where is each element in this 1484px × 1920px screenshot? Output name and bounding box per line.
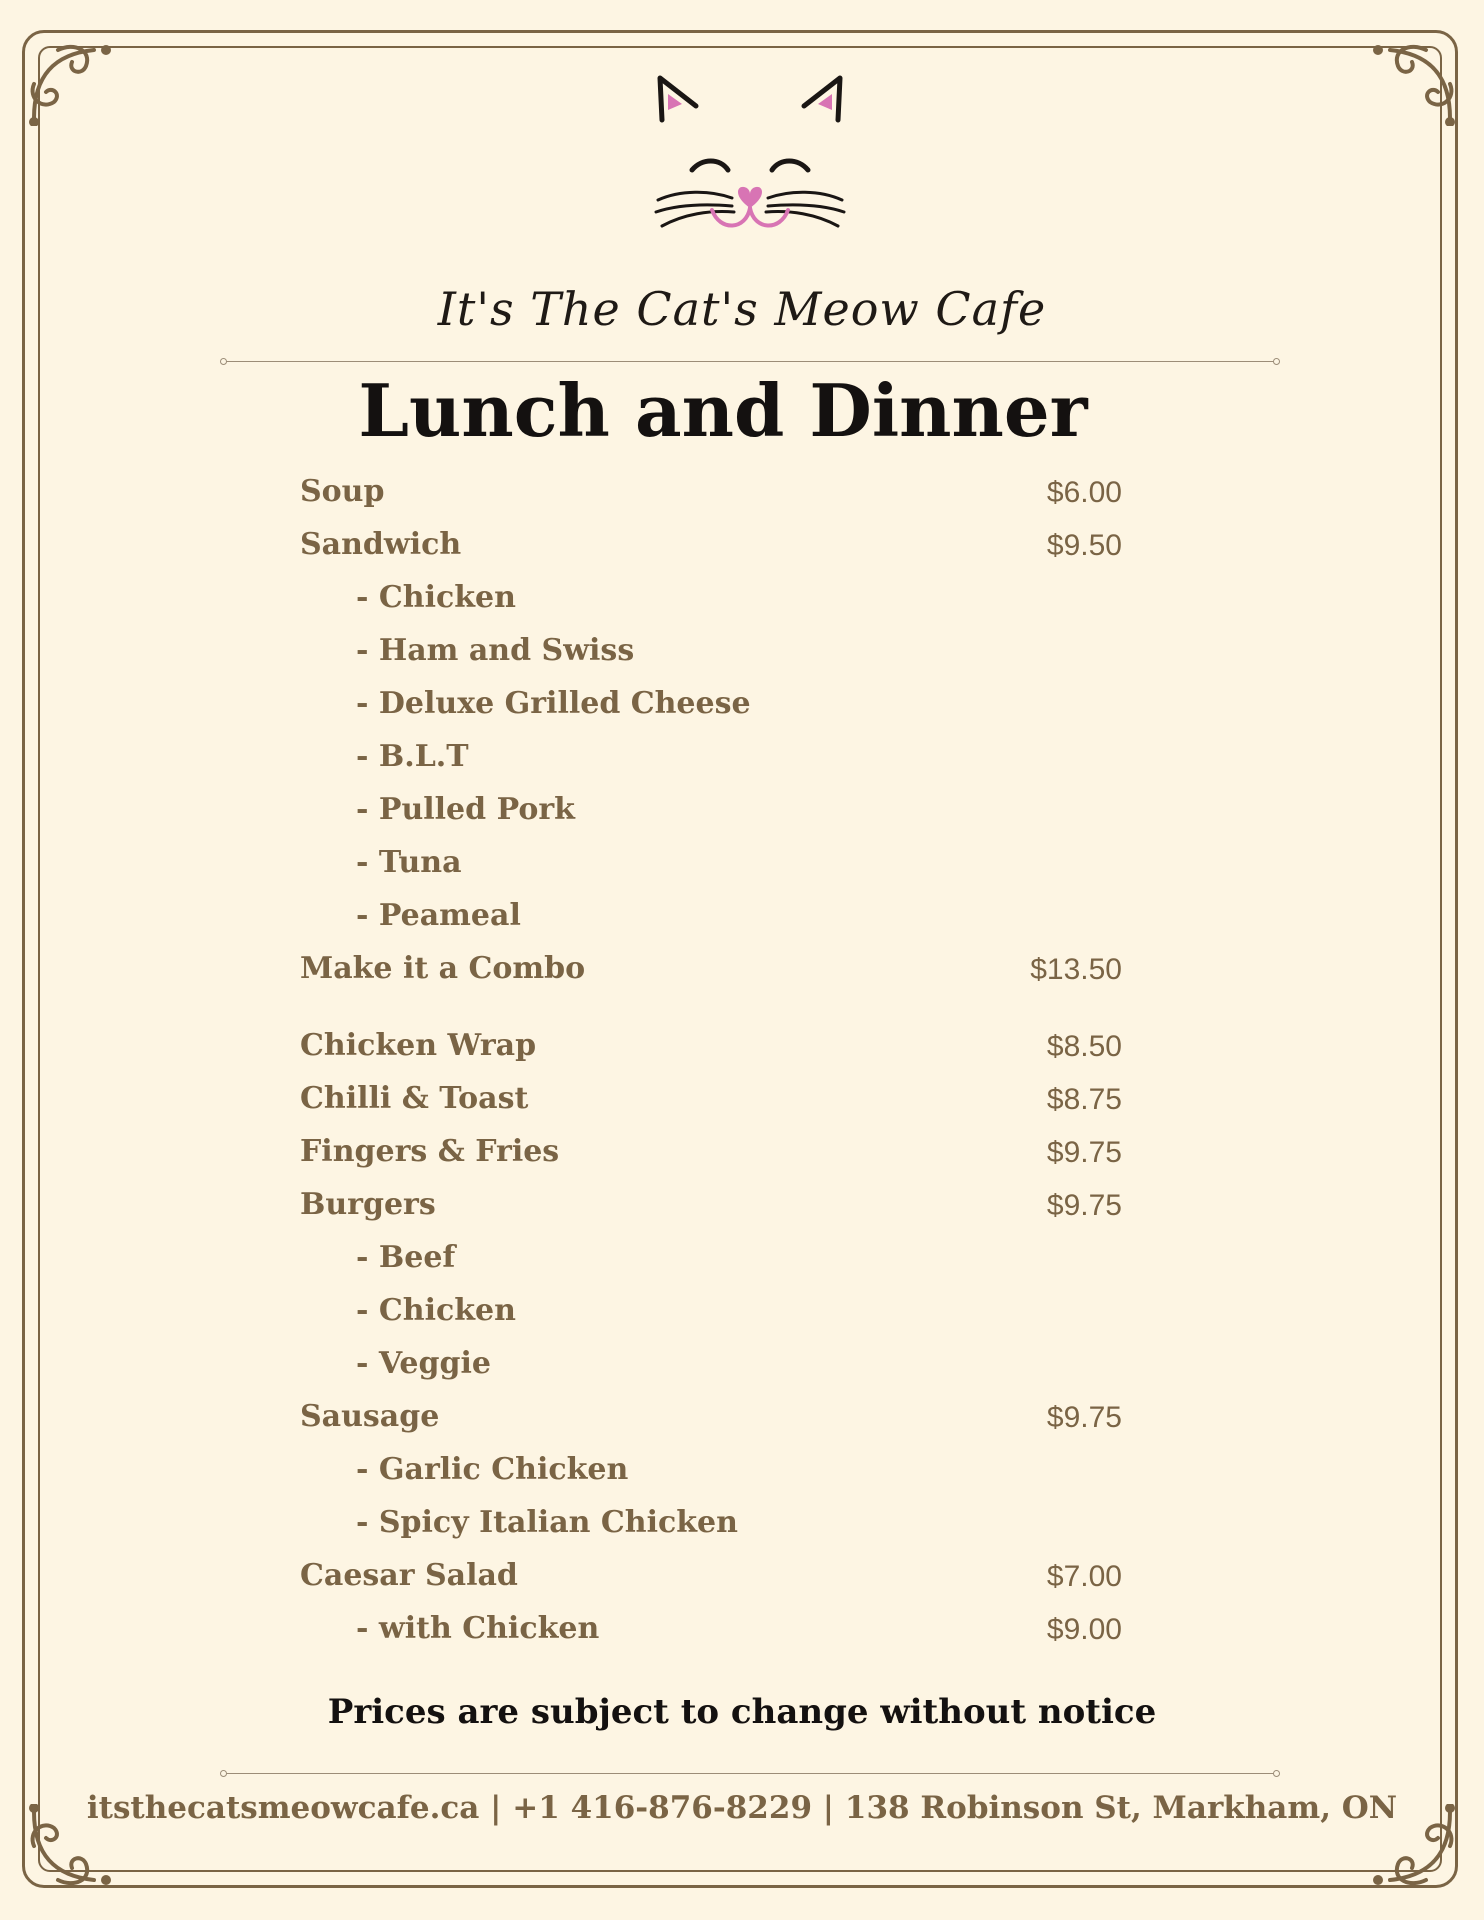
menu-row [300,1240,1130,1293]
menu-subitem-name: - B.L.T [356,739,469,774]
divider-bottom [226,1773,1274,1774]
menu-row [300,1081,1130,1134]
menu-subitem-name: - Spicy Italian Chicken [356,1505,738,1540]
menu-item-name: Soup [300,474,385,509]
menu-item-price: $9.75 [1046,1189,1122,1222]
menu-item-price: $13.50 [1030,953,1122,986]
menu-row [300,1505,1130,1558]
menu-item-name: Make it a Combo [300,951,586,986]
divider-top [226,361,1274,362]
menu-list [300,474,1130,1664]
footer-contact: itsthecatsmeowcafe.ca | +1 416-876-8229 | 138 Robinson St, Markham, ON [86,1790,1398,1826]
menu-subitem-name: - Beef [356,1240,456,1275]
menu-subitem-name: - Chicken [356,1293,516,1328]
menu-row [300,527,1130,580]
menu-subitem-name: - Peameal [356,898,521,933]
menu-row [300,1558,1130,1611]
menu-row [300,580,1130,633]
menu-row [300,1399,1130,1452]
menu-row [300,1028,1130,1081]
menu-row [300,1611,1130,1664]
cat-face-icon [650,70,850,245]
menu-row [300,1134,1130,1187]
menu-row [300,1452,1130,1505]
menu-subitem-name: - Ham and Swiss [356,633,635,668]
menu-item-name: Fingers & Fries [300,1134,560,1169]
menu-row [300,1187,1130,1240]
corner-flourish-icon [24,36,114,126]
menu-row [300,845,1130,898]
menu-row [300,1293,1130,1346]
menu-item-price: $9.75 [1046,1136,1122,1169]
cafe-name: It's The Cat's Meow Cafe [437,282,1047,336]
menu-item-price: $7.00 [1046,1560,1122,1593]
menu-item-name: Chilli & Toast [300,1081,529,1116]
menu-row [300,633,1130,686]
menu-item-price: $9.00 [1046,1613,1122,1646]
menu-title: Lunch and Dinner [358,368,1088,453]
menu-item-price: $8.75 [1046,1083,1122,1116]
menu-subitem-name: - Tuna [356,845,462,880]
price-notice: Prices are subject to change without notice [327,1692,1157,1732]
menu-subitem-name: - Pulled Pork [356,792,575,827]
menu-item-name: Sausage [300,1399,440,1434]
menu-row [300,686,1130,739]
menu-row [300,792,1130,845]
menu-subitem-name: - Veggie [356,1346,491,1381]
menu-item-price: $9.50 [1046,529,1122,562]
menu-item-price: $8.50 [1046,1030,1122,1063]
menu-item-name: Chicken Wrap [300,1028,537,1063]
menu-row [300,951,1130,1004]
menu-subitem-name: - Chicken [356,580,516,615]
menu-row [300,1346,1130,1399]
menu-item-price: $6.00 [1046,476,1122,509]
menu-row [300,898,1130,951]
menu-subitem-name: - Deluxe Grilled Cheese [356,686,751,721]
menu-item-name: Burgers [300,1187,436,1222]
corner-flourish-icon [1370,36,1460,126]
menu-item-name: Caesar Salad [300,1558,518,1593]
menu-row [300,739,1130,792]
menu-row [300,474,1130,527]
menu-subitem-name: - with Chicken [356,1611,600,1646]
menu-item-name: Sandwich [300,527,462,562]
menu-subitem-name: - Garlic Chicken [356,1452,629,1487]
menu-item-price: $9.75 [1046,1401,1122,1434]
